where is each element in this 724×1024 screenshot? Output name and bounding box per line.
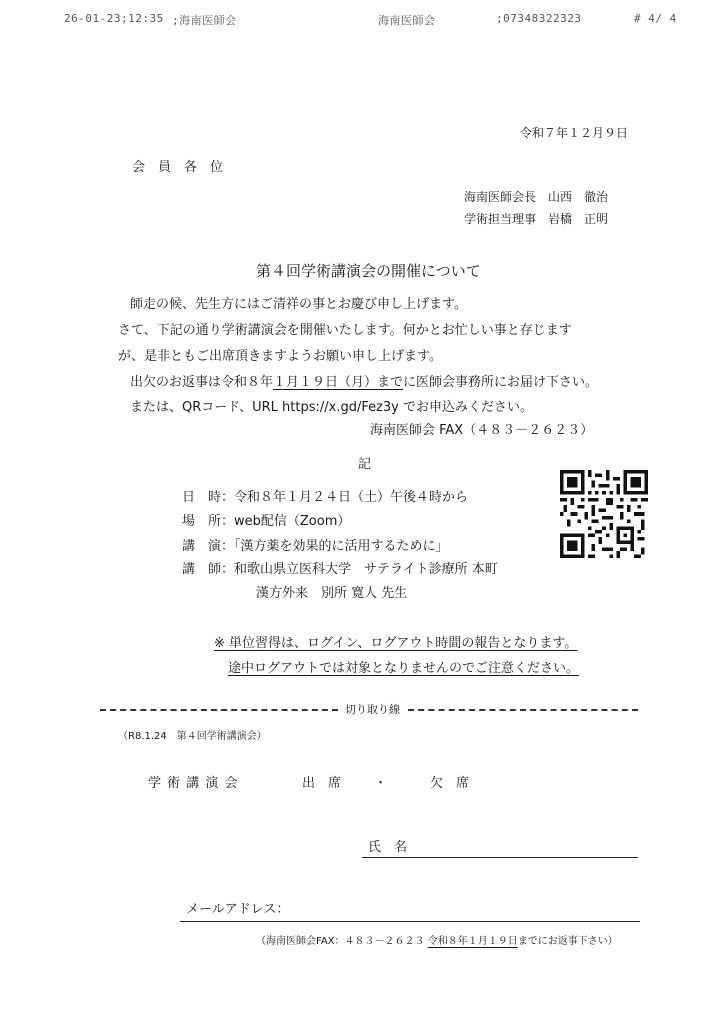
fax-datetime: 26-01-23;12:35 xyxy=(64,12,164,25)
fax-number-line: 海南医師会 FAX（４８３－２６２３） xyxy=(370,423,594,438)
absent-option[interactable]: 欠 席 xyxy=(430,776,470,791)
detail-lecture xyxy=(182,535,449,554)
cut-line-left xyxy=(100,709,338,711)
sender-line-2: 学術担当理事 岩橋 正明 xyxy=(464,212,609,226)
name-field[interactable] xyxy=(362,857,638,858)
cut-line-right xyxy=(408,709,638,711)
body-line-3: が、是非ともご出席頂きますようお願い申し上げます。 xyxy=(118,349,442,364)
reply-suffix: に医師会事務所にお届け下さい。 xyxy=(403,375,599,390)
qr-url-line: または、QRコード、URL https://x.gd/Fez3y でお申込みください。 xyxy=(130,400,534,415)
reply-deadline-line xyxy=(130,371,598,390)
reply-footer xyxy=(256,932,618,947)
qr-code[interactable] xyxy=(560,470,648,558)
detail-lecturer xyxy=(182,558,498,577)
footer-fax: （海南医師会FAX：４８３－２６２３ xyxy=(256,936,425,947)
datetime-label: 日 時： xyxy=(182,490,235,505)
footer-deadline: 令和８年１月１９日 xyxy=(427,936,518,947)
body-line-2: さて、下記の通り学術講演会を開催いたします。何かとお忙しい事と存じます xyxy=(118,323,572,338)
sender-line-1: 海南医師会長 山西 徹治 xyxy=(464,190,609,204)
place-value: web配信（Zoom） xyxy=(234,514,351,529)
attendance-label: 学 術 講 演 会 xyxy=(148,776,239,791)
ki-heading: 記 xyxy=(358,457,372,472)
attend-option[interactable]: 出 席 xyxy=(302,776,342,791)
addressee: 会 員 各 位 xyxy=(132,160,224,175)
datetime-value: 令和８年１月２４日（土）午後４時から xyxy=(234,490,469,505)
lecturer-value-1: 和歌山県立医科大学 サテライト診療所 本町 xyxy=(234,562,498,577)
fax-recipient-name: 海南医師会 xyxy=(378,14,436,27)
name-label: 氏 名 xyxy=(368,840,408,855)
body-line-1: 師走の候、先生方にはご清祥の事とお慶び申し上げます。 xyxy=(130,297,467,312)
fax-number: ;07348322323 xyxy=(496,12,582,25)
lecturer-value-2: 漢方外来 別所 寛人 先生 xyxy=(256,586,408,601)
email-field[interactable] xyxy=(180,921,640,922)
fax-sender-name: ;海南医師会 xyxy=(172,14,237,27)
note-line-1: ※ 単位習得は、ログイン、ログアウト時間の報告となります。 xyxy=(214,636,578,651)
reply-event-tag: （R8.1.24 第４回学術講演会） xyxy=(118,731,267,742)
lecture-value: 「漢方薬を効果的に活用するために」 xyxy=(234,539,449,554)
reply-prefix: 出欠のお返事は令和８年 xyxy=(130,375,274,390)
reply-deadline-date: １月１９日（月）まで xyxy=(273,375,404,390)
letter-date: 令和７年１２月９日 xyxy=(520,126,629,140)
detail-datetime xyxy=(182,486,468,505)
lecturer-label: 講 師： xyxy=(182,562,235,577)
lecture-label: 講 演： xyxy=(182,539,235,554)
footer-suffix: までにお返事下さい） xyxy=(517,936,618,947)
email-label: メールアドレス： xyxy=(186,902,290,917)
note-line-2: 途中ログアウトでは対象となりませんのでご注意ください。 xyxy=(228,661,580,676)
cut-line-label: 切り取り線 xyxy=(345,703,400,716)
fax-page: # 4/ 4 xyxy=(634,12,677,25)
detail-place xyxy=(182,510,350,529)
option-separator: ・ xyxy=(374,776,388,791)
place-label: 場 所： xyxy=(182,514,235,529)
letter-title: 第４回学術講演会の開催について xyxy=(256,262,481,280)
